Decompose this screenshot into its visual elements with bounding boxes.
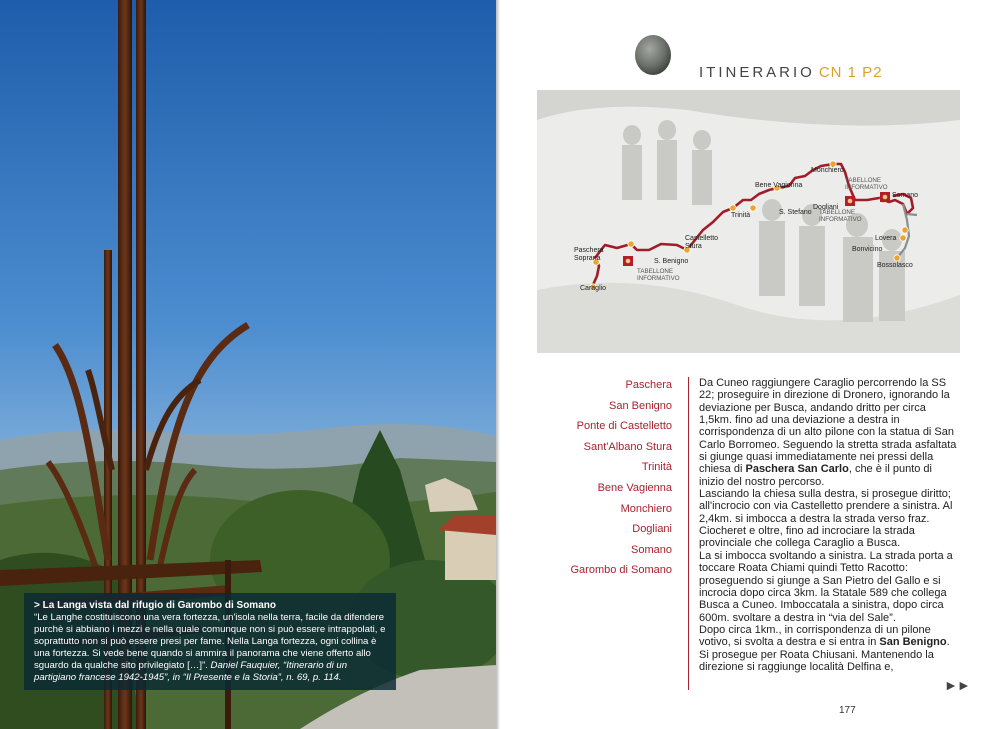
stop-item: Ponte di Castelletto	[576, 420, 672, 433]
caption-source: “Itinerario di un partigiano francese 1942-1945”, in “Il Presente e la Storia”, n. 69, p. 114.	[34, 660, 348, 683]
stop-item: Sant'Albano Stura	[583, 440, 672, 453]
paragraph: La si imbocca svoltando a sinistra. La strada porta a toccare Roata Chiami quindi Tetto Racotto: proseguendo si giunge a San Pietro del Gallo e si incrocia dopo circa 3km. la Statale 589 che collega Busca a Cuneo. Imboccatala a sinistra, dopo circa 600m. svoltare a destra in “via del Sale”.	[699, 549, 953, 624]
map-label-somano: Somano	[892, 192, 919, 199]
stop-item: San Benigno	[609, 399, 672, 412]
place-name: Paschera San Carlo	[745, 463, 849, 476]
map-label-soprana: Soprana	[574, 255, 601, 262]
text-span: .	[946, 636, 950, 649]
map-label-board1-b: INFORMATIVO	[637, 275, 680, 282]
stop-item: Somano	[631, 543, 672, 556]
map-label-benigno: S. Benigno	[654, 258, 689, 265]
map-label-board2-a: TABELLONE	[819, 209, 855, 216]
caption-text	[34, 612, 388, 684]
itinerary-title: ITINERARIO	[699, 64, 815, 81]
map-label-trinita: Trinità	[731, 212, 751, 219]
map-label-monchiero: Monchiero	[811, 167, 844, 174]
text-span: Da Cuneo raggiungere Caraglio percorrendo la SS 22; proseguire in direzione di Dronero, ignorando la deviazione per Busca, andando dritto per circa 1,5km. fino ad una deviazione a destra in corrispondenza di un alto pilone con la statua di San Carlo Borromeo. Seguendo la stretta strada asfaltata si giunge quasi immediatamente nei pressi della chiesa di	[699, 377, 957, 476]
stone-icon	[633, 33, 673, 77]
caption-author: Daniel Fauquier,	[210, 660, 284, 671]
map-label-bossolasco: Bossolasco	[877, 262, 913, 269]
map-label-dogliani: Dogliani	[813, 204, 839, 211]
divider-line	[688, 377, 689, 690]
text-span: , che è il punto di inizio del nostro percorso.	[699, 463, 932, 488]
caption-quote: “Le Langhe costituiscono una vera fortezza, un'isola nella terra, facile da difendere purchè si abbiano i mezzi e nella quale comunque non si può essere intrappolati, e soprattutto non si può essere presi per fame. Nella Langa fortezza, ogni collina è una fortezza. Si vede bene quando si ammira il panorama che viene offerto allo sguardo da qualche sito privilegiato […]”.	[34, 612, 386, 671]
stop-item: Bene Vagienna	[597, 481, 672, 494]
map-label-castelletto: Castelletto	[685, 235, 719, 242]
map-label-board3-b: INFORMATIVO	[845, 184, 888, 191]
stop-item: Monchiero	[620, 502, 672, 515]
map-label-board1-a: TABELLONE	[637, 268, 673, 275]
stop-list	[560, 378, 672, 584]
photo-caption	[24, 593, 396, 690]
photo-panel	[0, 0, 496, 729]
paragraph: Si prosegue per Roata Chiusani. Mantenendo la direzione si raggiunge località Delfina e,	[699, 648, 934, 673]
continue-arrows-icon: ►►	[944, 677, 970, 693]
map-label-benevagienna: Bene Vagienna	[755, 182, 803, 189]
map-label-board2-b: INFORMATIVO	[819, 216, 862, 223]
stop-item: Paschera	[625, 379, 672, 391]
map-label-stefano: S. Stefano	[779, 209, 812, 216]
map-label-paschera: Paschera	[574, 247, 604, 254]
itinerary-heading	[699, 64, 883, 81]
place-name: San Benigno	[879, 636, 947, 649]
itinerary-code: CN 1 P2	[818, 64, 883, 81]
itinerary-text	[699, 377, 959, 673]
stop-item: Trinità	[641, 461, 672, 474]
paragraph	[699, 624, 959, 649]
text-page	[500, 0, 1000, 729]
text-span: Dopo circa 1km., in corrispondenza di un pilone votivo, si svolta a destra e si entra in	[699, 623, 931, 649]
caption-title: > La Langa vista dal rifugio di Garombo di Somano	[34, 600, 276, 611]
route-map	[537, 90, 960, 353]
map-label-caraglio: Caraglio	[580, 285, 607, 292]
stop-item: Dogliani	[632, 523, 672, 536]
page-number: 177	[839, 705, 856, 716]
map-label-lovera: Lovera	[875, 235, 897, 242]
map-label-stura: Stura	[685, 243, 702, 250]
map-label-board3-a: TABELLONE	[845, 177, 881, 184]
map-label-bonvicino: Bonvicino	[852, 246, 883, 253]
route-map-svg	[537, 90, 960, 353]
paragraph	[699, 377, 959, 488]
paragraph: Lasciando la chiesa sulla destra, si prosegue diritto; all'incrocio con via Castelletto prendere a sinistra. Al 2,4km. si imbocca a destra la strada verso fraz. Ciocheret e oltre, fino ad incrociare la strada provinciale che collega Caraglio a Busca.	[699, 488, 953, 550]
stop-item: Garombo di Somano	[570, 564, 672, 577]
